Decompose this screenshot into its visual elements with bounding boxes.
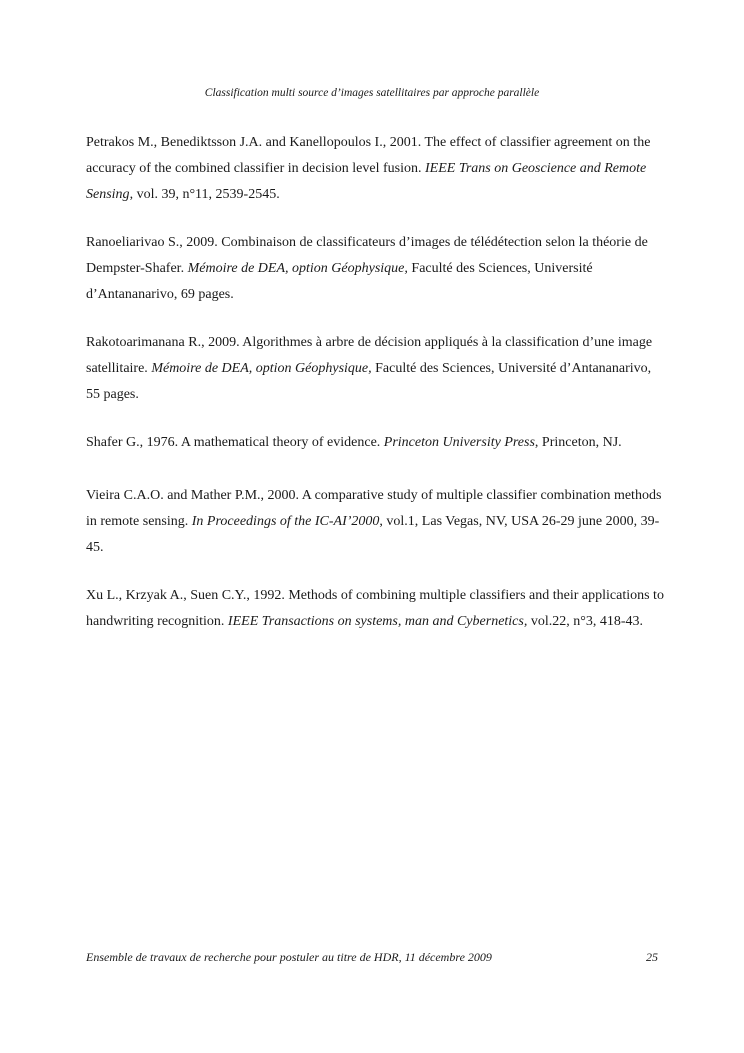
- reference-details: vol.22, n°3, 418-43.: [527, 614, 643, 629]
- reference-text: Xu L., Krzyak A., Suen C.Y., 1992. Methods of combining multiple classifiers and their applications to handwriting recognition.: [86, 588, 664, 629]
- reference-details: , vol.1, Las Vegas, NV, USA 26-29 june 2000, 39-45.: [86, 514, 660, 555]
- reference-entry-ranoeliarivao: [86, 230, 666, 308]
- running-header: Classification multi source d’images satellitaires par approche parallèle: [204, 87, 540, 99]
- reference-entry-petrakos: [86, 130, 666, 208]
- reference-entry-shafer: [86, 430, 666, 456]
- reference-text: Petrakos M., Benediktsson J.A. and Kanellopoulos I., 2001. The effect of classifier agreement on the accuracy of the combined classifier in decision level fusion.: [86, 135, 651, 176]
- reference-entry-xu: [86, 583, 666, 635]
- footer-text: Ensemble de travaux de recherche pour postuler au titre de HDR, 11 décembre 2009: [86, 950, 492, 964]
- reference-details: Faculté des Sciences, Université d’Antananarivo, 55 pages.: [86, 361, 652, 402]
- reference-text: Vieira C.A.O. and Mather P.M., 2000. A comparative study of multiple classifier combination methods in remote sensing.: [86, 488, 662, 529]
- reference-text: Shafer G., 1976. A mathematical theory of evidence.: [86, 435, 384, 450]
- page-footer: [86, 950, 658, 964]
- reference-list: [86, 130, 666, 657]
- reference-entry-rakotoarimanana: [86, 330, 666, 408]
- reference-source: IEEE Trans on Geoscience and Remote Sensing: [86, 161, 647, 202]
- reference-source: In Proceedings of the IC-AI’2000: [191, 514, 380, 529]
- reference-source: Princeton University Press: [383, 435, 535, 450]
- reference-text: Ranoeliarivao S., 2009. Combinaison de classificateurs d’images de télédétection selon la théorie de Dempster-Shafer.: [86, 235, 648, 276]
- page-number: 25: [646, 950, 658, 964]
- reference-source: Mémoire de DEA, option Géophysique,: [187, 261, 408, 276]
- reference-details: , vol. 39, n°11, 2539-2545.: [129, 187, 280, 202]
- reference-details: Faculté des Sciences, Université d’Antananarivo, 69 pages.: [86, 261, 593, 302]
- reference-entry-vieira: [86, 483, 666, 561]
- reference-source: Mémoire de DEA, option Géophysique,: [151, 361, 372, 376]
- reference-text: Rakotoarimanana R., 2009. Algorithmes à arbre de décision appliqués à la classification d’une image satellitaire.: [86, 335, 653, 376]
- reference-details: , Princeton, NJ.: [534, 435, 622, 450]
- reference-source: IEEE Transactions on systems, man and Cybernetics,: [227, 614, 528, 629]
